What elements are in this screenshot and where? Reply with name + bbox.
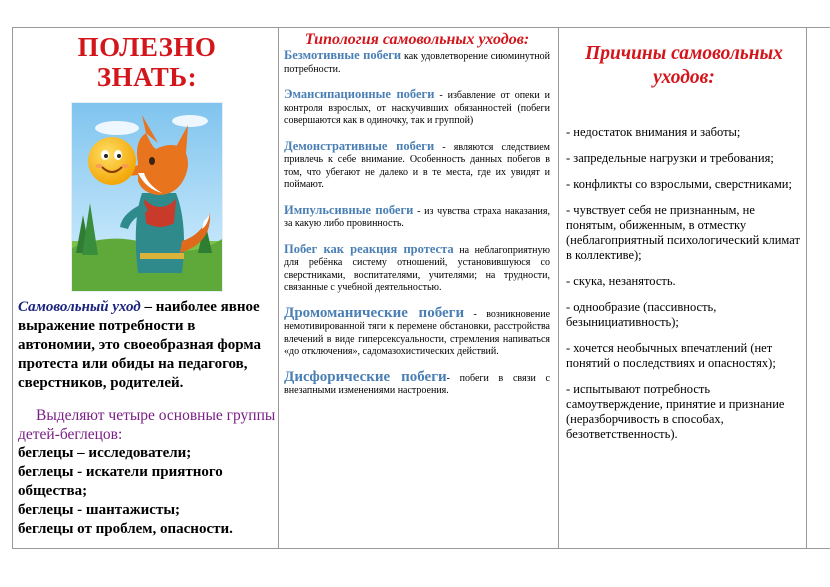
- reason-item: - недостаток внимания и заботы;: [566, 125, 741, 139]
- reason-item: - чувствует себя не признанным, не понятым, обиженным, в отместку (неблагоприятный психологический климат в коллективе);: [566, 203, 800, 262]
- top-border: [12, 27, 830, 28]
- column-divider: [806, 27, 807, 549]
- definition-text: – наиболее явное выражение потребности в автономии, это своеобразная форма протеста или обиды на педагогов, сверстников, родителей.: [18, 299, 261, 391]
- column-divider: [558, 27, 559, 549]
- typology-text: - являются следствием привлечь к себе внимание. Особенность данных побегов в том, что убегают не далеко и в те места, где их увидят и поймают.: [284, 141, 551, 190]
- typology-item: [284, 304, 551, 359]
- reason-item: - испытывают потребность самоутверждение, принятие и признание (неразборчивость в способах, безответственность).: [566, 382, 785, 441]
- reason-item: - однообразие (пассивность, безынициативность);: [566, 300, 717, 329]
- typology-item: [284, 49, 550, 76]
- typology-name: Эмансипационные побеги: [284, 87, 435, 101]
- reason-item: - скука, незанятость.: [566, 274, 676, 288]
- typology-name: Импульсивные побеги: [284, 202, 414, 217]
- typology-name: Дисфорические побеги: [284, 368, 447, 385]
- typology-item: [284, 204, 550, 231]
- group-item: беглецы - шантажисты;: [18, 502, 181, 518]
- reasons-list: [566, 125, 802, 442]
- column-typology: [284, 30, 550, 410]
- column-reasons: [566, 30, 802, 453]
- bottom-border: [12, 548, 830, 549]
- title-line: ПОЛЕЗНО: [77, 32, 217, 62]
- typology-text: - из чувства страха наказания, за какую либо провинность.: [284, 205, 550, 229]
- reason-item: - запредельные нагрузки и требования;: [566, 151, 774, 165]
- reasons-title: Причины самовольных уходов:: [585, 43, 783, 88]
- column-useful-to-know: [18, 30, 276, 539]
- typology-name: Безмотивные побеги: [284, 48, 402, 62]
- column-divider: [12, 27, 13, 549]
- typology-item: [284, 140, 550, 192]
- group-item: беглецы от проблем, опасности.: [18, 521, 233, 537]
- runaway-groups-list: [18, 444, 276, 539]
- main-title: [18, 32, 276, 92]
- typology-text: на неблагоприятную для ребёнка систему отношений, установившуюся со сверстниками, воспитателями, учителями; на трудности, связанные с учебной деятельностью.: [284, 244, 550, 293]
- typology-name: Демонстративные побеги: [284, 138, 435, 153]
- typology-name: Дромоманические побеги: [284, 304, 465, 321]
- typology-text: - возникновение немотивированной тяги к перемене обстановки, расстройства влечений в виде гиперсексуальности, стремления напиваться «до отключения», садомазохистических действий.: [284, 308, 551, 357]
- group-item: беглецы - искатели приятного общества;: [18, 464, 223, 499]
- typology-item: [284, 368, 550, 398]
- self-leave-definition: [18, 298, 276, 393]
- title-line: ЗНАТЬ:: [96, 62, 198, 92]
- typology-name: Побег как реакция протеста: [284, 241, 454, 256]
- typology-text: как удовлетворение сиюминутной потребности.: [284, 51, 550, 75]
- reason-item: - конфликты со взрослыми, сверстниками;: [566, 177, 792, 191]
- groups-intro: Выделяют четыре основные группы детей-беглецов:: [18, 407, 276, 443]
- group-item: беглецы – исследователи;: [18, 445, 192, 461]
- typology-item: [284, 243, 550, 295]
- definition-term: Самовольный уход: [18, 299, 141, 315]
- typology-text: - избавление от опеки и контроля взрослых, от наскучивших обязанностей (побеги совершаются как в одиночку, так и группой): [284, 90, 550, 126]
- typology-item: [284, 88, 550, 128]
- kolobok-and-fox-illustration: [71, 102, 223, 292]
- typology-title: Типология самовольных уходов:: [304, 31, 530, 48]
- reason-item: - хочется необычных впечатлений (нет понятий о последствиях и опасностях);: [566, 341, 776, 370]
- typology-text: - побеги в связи с внезапными изменениями настроения.: [284, 372, 550, 396]
- column-divider: [278, 27, 279, 549]
